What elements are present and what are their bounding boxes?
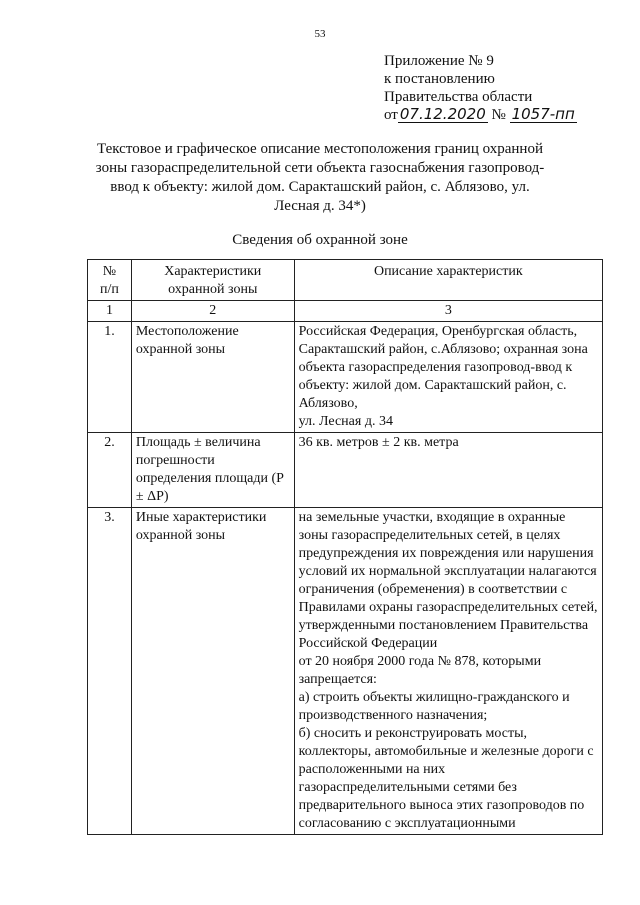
document-title: Текстовое и графическое описание местоположения границ охранной зоны газораспределительной сети объекта газоснабжения газопровод-ввод к объекту: жилой дом. Саракташский район, с. Аблязово, ул. Лесная д. 34*) xyxy=(95,141,545,214)
handwritten-date: 07.12.2020 xyxy=(399,105,486,123)
row-description: 36 кв. метров ± 2 кв. метра xyxy=(294,433,602,508)
row-number: 2. xyxy=(88,433,132,508)
index-cell: 2 xyxy=(131,301,294,322)
appendix-line-2: к постановлению xyxy=(384,71,495,87)
table-row xyxy=(88,322,603,433)
row-number: 3. xyxy=(88,508,132,835)
zone-info-table xyxy=(87,259,603,835)
header-description: Описание характеристик xyxy=(294,260,602,301)
table-row xyxy=(88,508,603,835)
appendix-line-3: Правительства области xyxy=(384,89,533,105)
page-number: 53 xyxy=(314,28,326,40)
number-prefix: № xyxy=(491,107,506,123)
section-subtitle: Сведения об охранной зоне xyxy=(232,232,408,248)
header-characteristic: Характеристики охранной зоны xyxy=(131,260,294,301)
table-row xyxy=(88,433,603,508)
row-description: Российская Федерация, Оренбургская область, Саракташский район, с.Аблязово; охранная зона объекта газораспределения газопровод-ввод к объекту: жилой дом. Саракташский район, с. Аблязово, ул. Лесная д. 34 xyxy=(294,322,602,433)
row-characteristic: Площадь ± величина погрешности определения площади (P ± ΔP) xyxy=(131,433,294,508)
table-index-row xyxy=(88,301,603,322)
appendix-line-1: Приложение № 9 xyxy=(384,53,494,69)
row-number: 1. xyxy=(88,322,132,433)
index-cell: 3 xyxy=(294,301,602,322)
row-characteristic: Местоположение охранной зоны xyxy=(131,322,294,433)
header-number: № п/п xyxy=(88,260,132,301)
table-header-row xyxy=(88,260,603,301)
handwritten-number: 1057-пп xyxy=(511,105,575,123)
row-characteristic: Иные характеристики охранной зоны xyxy=(131,508,294,835)
appendix-date-line xyxy=(384,106,577,124)
index-cell: 1 xyxy=(88,301,132,322)
appendix-block xyxy=(384,52,577,124)
row-description: на земельные участки, входящие в охранные зоны газораспределительных сетей, в целях предупреждения их повреждения или нарушения условий их нормальной эксплуатации налагаются ограничения (обременения) в соответствии с Правилами охраны газораспределительных сетей, утвержденными постановлением Правительства Российской Федерации от 20 ноября 2000 года № 878, которыми запрещается: а) строить объекты жилищно-гражданского и производственного назначения; б) сносить и реконструировать мосты, коллекторы, автомобильные и железные дороги с расположенными на них газораспределительными сетями без предварительного выноса этих газопроводов по согласованию с эксплуатационными xyxy=(294,508,602,835)
date-prefix: от xyxy=(384,107,398,123)
